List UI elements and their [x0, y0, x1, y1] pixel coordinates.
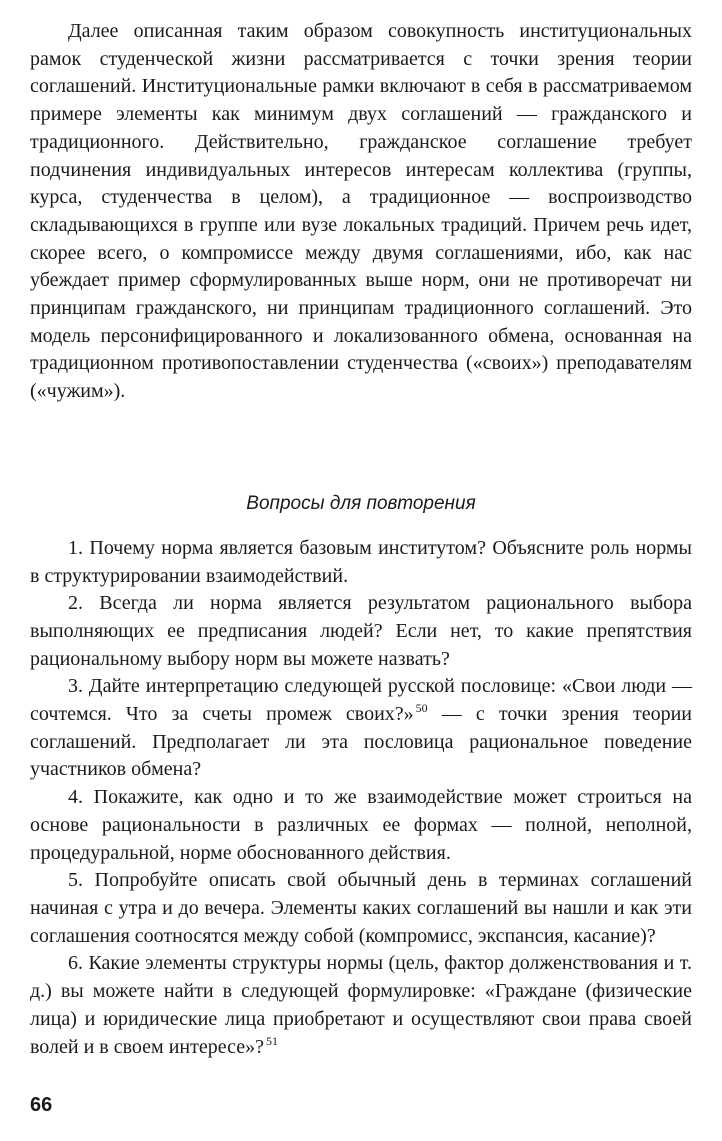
question-3	[30, 673, 692, 784]
question-2	[30, 590, 692, 673]
page-number: 66	[30, 1094, 53, 1116]
page-body	[30, 18, 692, 1061]
question-3-text-before: 3. Дайте интерпретацию следующей русской пословице: «Свои люди — сочтемся. Что за счеты промеж своих?»	[30, 675, 692, 726]
question-4-text: 4. Покажите, как одно и то же взаимодействие может строиться на основе рациональности в различных ее формах — полной, неполной, процедуральной, норме обоснованного действия.	[30, 786, 692, 864]
question-6	[30, 950, 692, 1061]
question-3-text-after: — с точки зрения теории соглашений. Предполагает ли эта пословица рациональное поведение участников обмена?	[30, 703, 692, 781]
question-4	[30, 784, 692, 867]
question-6-text: 6. Какие элементы структуры нормы (цель, фактор долженствования и т. д.) вы можете найти в следующей формулировке: «Граждане (физические лица) и юридические лица приобретают и осуществляют свои права своей волей и в своем интересе»?	[30, 952, 692, 1058]
question-5-text: 5. Попробуйте описать свой обычный день в терминах соглашений начиная с утра и до вечера. Элементы каких соглашений вы нашли и как эти соглашения соотносятся между собой (компромисс, экспансия, касание)?	[30, 869, 692, 947]
section-heading: Вопросы для повторения	[246, 492, 476, 514]
question-1-text: 1. Почему норма является базовым институтом? Объясните роль нормы в структурировании взаимодействий.	[30, 536, 692, 587]
intro-paragraph: Далее описанная таким образом совокупность институциональных рамок студенческой жизни рассматривается с точки зрения теории соглашений. Институциональные рамки включают в себя в рассматриваемом примере элементы как минимум двух соглашений — гражданского и традиционного. Действительно, гражданское соглашение требует подчинения индивидуальных интересов интересам коллектива (группы, курса, студенчества в целом), а традиционное — воспроизводство складывающихся в группе или вузе локальных традиций. Причем речь идет, скорее всего, о компромиссе между двумя соглашениями, ибо, как нас убеждает пример сформулированных выше норм, они не противоречат ни принципам гражданского, ни принципам традиционного соглашений. Это модель персонифицированного и локализованного обмена, основанная на традиционном противопоставлении студенчества («своих») преподавателям («чужим»).	[30, 20, 692, 403]
question-2-text: 2. Всегда ли норма является результатом рационального выбора выполняющих ее предписания людей? Если нет, то какие препятствия рациональному выбору норм вы можете назвать?	[30, 592, 692, 670]
footnote-50: 50	[415, 701, 428, 716]
question-1	[30, 535, 692, 590]
question-5	[30, 867, 692, 950]
footnote-51: 51	[265, 1033, 278, 1048]
